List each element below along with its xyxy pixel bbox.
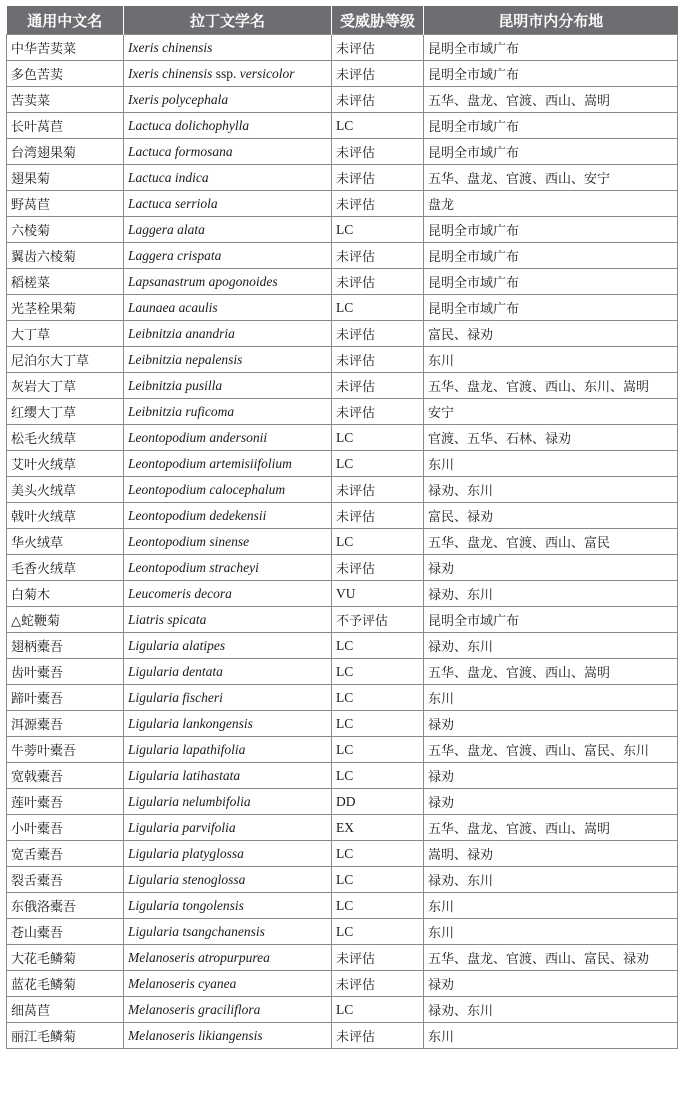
latin-infraspecific: versicolor bbox=[239, 65, 295, 81]
latin-name-cell bbox=[124, 945, 332, 971]
latin-name-cell bbox=[124, 451, 332, 477]
distribution-cell: 昆明全市域广布 bbox=[424, 269, 678, 295]
distribution-cell: 五华、盘龙、官渡、西山、嵩明 bbox=[424, 659, 678, 685]
latin-name-cell bbox=[124, 347, 332, 373]
chinese-name-cell: 牛蒡叶橐吾 bbox=[7, 737, 124, 763]
latin-binomial: Leibnitzia pusilla bbox=[128, 377, 223, 393]
latin-name-cell bbox=[124, 789, 332, 815]
distribution-cell: 五华、盘龙、官渡、西山、嵩明 bbox=[424, 87, 678, 113]
threat-level-cell bbox=[332, 893, 424, 919]
latin-name-cell bbox=[124, 425, 332, 451]
distribution-cell: 安宁 bbox=[424, 399, 678, 425]
table-row bbox=[7, 191, 678, 217]
latin-binomial: Melanoseris atropurpurea bbox=[128, 949, 270, 965]
latin-binomial: Ligularia platyglossa bbox=[128, 845, 244, 861]
table-row bbox=[7, 867, 678, 893]
latin-binomial: Ixeris chinensis bbox=[128, 65, 213, 81]
latin-name-cell bbox=[124, 555, 332, 581]
chinese-name-cell: 宽戟橐吾 bbox=[7, 763, 124, 789]
threat-level-cell bbox=[332, 269, 424, 295]
threat-level-cell bbox=[332, 737, 424, 763]
latin-binomial: Leontopodium artemisiifolium bbox=[128, 455, 292, 471]
threat-level-value: LC bbox=[336, 715, 354, 731]
distribution-cell: 富民、禄劝 bbox=[424, 503, 678, 529]
distribution-cell: 昆明全市域广布 bbox=[424, 607, 678, 633]
latin-name-cell bbox=[124, 971, 332, 997]
chinese-name-cell: 长叶莴苣 bbox=[7, 113, 124, 139]
chinese-name-cell: 细莴苣 bbox=[7, 997, 124, 1023]
table-row bbox=[7, 269, 678, 295]
latin-name-cell bbox=[124, 269, 332, 295]
threat-level-value: 未评估 bbox=[336, 276, 376, 291]
latin-binomial: Ligularia tongolensis bbox=[128, 897, 244, 913]
species-table bbox=[6, 6, 678, 1049]
table-row bbox=[7, 659, 678, 685]
latin-name-cell bbox=[124, 607, 332, 633]
threat-level-cell bbox=[332, 815, 424, 841]
latin-binomial: Ligularia tsangchanensis bbox=[128, 923, 265, 939]
latin-name-cell bbox=[124, 87, 332, 113]
species-table-wrapper bbox=[6, 6, 677, 1049]
distribution-cell: 五华、盘龙、官渡、西山、富民、禄劝 bbox=[424, 945, 678, 971]
table-row bbox=[7, 425, 678, 451]
latin-name-cell bbox=[124, 139, 332, 165]
latin-binomial: Liatris spicata bbox=[128, 611, 207, 627]
latin-name-cell bbox=[124, 581, 332, 607]
threat-level-cell bbox=[332, 295, 424, 321]
chinese-name-cell: 裂舌橐吾 bbox=[7, 867, 124, 893]
latin-binomial: Laggera alata bbox=[128, 221, 205, 237]
latin-binomial: Ligularia lapathifolia bbox=[128, 741, 246, 757]
chinese-name-cell: 宽舌橐吾 bbox=[7, 841, 124, 867]
chinese-name-cell: 尼泊尔大丁草 bbox=[7, 347, 124, 373]
chinese-name-cell: 苍山橐吾 bbox=[7, 919, 124, 945]
chinese-name-cell: 戟叶火绒草 bbox=[7, 503, 124, 529]
distribution-cell: 东川 bbox=[424, 451, 678, 477]
threat-level-cell bbox=[332, 399, 424, 425]
threat-level-cell bbox=[332, 321, 424, 347]
latin-name-cell bbox=[124, 867, 332, 893]
threat-level-value: DD bbox=[336, 793, 356, 809]
latin-binomial: Ixeris polycephala bbox=[128, 91, 229, 107]
distribution-cell: 昆明全市域广布 bbox=[424, 35, 678, 61]
threat-level-value: 未评估 bbox=[336, 484, 376, 499]
threat-level-value: EX bbox=[336, 819, 354, 835]
latin-name-cell bbox=[124, 503, 332, 529]
distribution-cell: 昆明全市域广布 bbox=[424, 295, 678, 321]
table-row bbox=[7, 633, 678, 659]
distribution-cell: 昆明全市域广布 bbox=[424, 61, 678, 87]
latin-name-cell bbox=[124, 399, 332, 425]
latin-name-cell bbox=[124, 191, 332, 217]
chinese-name-cell: 多色苦荬 bbox=[7, 61, 124, 87]
table-row bbox=[7, 841, 678, 867]
latin-name-cell bbox=[124, 685, 332, 711]
threat-level-cell bbox=[332, 243, 424, 269]
latin-name-cell bbox=[124, 763, 332, 789]
latin-name-cell bbox=[124, 61, 332, 87]
threat-level-cell bbox=[332, 165, 424, 191]
threat-level-cell bbox=[332, 919, 424, 945]
chinese-name-cell: 大丁草 bbox=[7, 321, 124, 347]
threat-level-value: 未评估 bbox=[336, 42, 376, 57]
threat-level-value: 未评估 bbox=[336, 1030, 376, 1045]
threat-level-value: 不予评估 bbox=[336, 614, 389, 629]
latin-name-cell bbox=[124, 321, 332, 347]
distribution-cell: 富民、禄劝 bbox=[424, 321, 678, 347]
table-row bbox=[7, 919, 678, 945]
chinese-name-cell: 中华苦荬菜 bbox=[7, 35, 124, 61]
latin-binomial: Leibnitzia ruficoma bbox=[128, 403, 235, 419]
latin-name-cell bbox=[124, 113, 332, 139]
threat-level-value: LC bbox=[336, 637, 354, 653]
table-row bbox=[7, 607, 678, 633]
latin-binomial: Ligularia stenoglossa bbox=[128, 871, 246, 887]
chinese-name-cell: 蓝花毛鳞菊 bbox=[7, 971, 124, 997]
distribution-cell: 昆明全市域广布 bbox=[424, 139, 678, 165]
latin-name-cell bbox=[124, 373, 332, 399]
distribution-cell: 五华、盘龙、官渡、西山、富民、东川 bbox=[424, 737, 678, 763]
chinese-name-cell: △蛇鞭菊 bbox=[7, 607, 124, 633]
table-row bbox=[7, 737, 678, 763]
table-row bbox=[7, 789, 678, 815]
threat-level-cell bbox=[332, 685, 424, 711]
chinese-name-cell: 灰岩大丁草 bbox=[7, 373, 124, 399]
threat-level-cell bbox=[332, 451, 424, 477]
threat-level-value: 未评估 bbox=[336, 172, 376, 187]
table-row bbox=[7, 87, 678, 113]
threat-level-value: 未评估 bbox=[336, 68, 376, 83]
table-row bbox=[7, 165, 678, 191]
threat-level-cell bbox=[332, 503, 424, 529]
threat-level-value: LC bbox=[336, 767, 354, 783]
latin-name-cell bbox=[124, 841, 332, 867]
header-distribution: 昆明市内分布地 bbox=[424, 6, 678, 35]
threat-level-cell bbox=[332, 945, 424, 971]
table-row bbox=[7, 321, 678, 347]
threat-level-cell bbox=[332, 217, 424, 243]
chinese-name-cell: 华火绒草 bbox=[7, 529, 124, 555]
threat-level-cell bbox=[332, 87, 424, 113]
threat-level-value: 未评估 bbox=[336, 406, 376, 421]
chinese-name-cell: 红缨大丁草 bbox=[7, 399, 124, 425]
threat-level-cell bbox=[332, 139, 424, 165]
latin-rank: ssp. bbox=[215, 65, 237, 81]
latin-binomial: Leontopodium stracheyi bbox=[128, 559, 259, 575]
table-header bbox=[7, 6, 678, 35]
threat-level-value: LC bbox=[336, 741, 354, 757]
threat-level-value: 未评估 bbox=[336, 94, 376, 109]
latin-binomial: Ligularia latihastata bbox=[128, 767, 241, 783]
threat-level-value: LC bbox=[336, 663, 354, 679]
table-body bbox=[7, 35, 678, 1049]
threat-level-value: 未评估 bbox=[336, 198, 376, 213]
distribution-cell: 禄劝、东川 bbox=[424, 477, 678, 503]
chinese-name-cell: 翅果菊 bbox=[7, 165, 124, 191]
threat-level-value: VU bbox=[336, 585, 356, 601]
table-row bbox=[7, 763, 678, 789]
chinese-name-cell: 丽江毛鳞菊 bbox=[7, 1023, 124, 1049]
threat-level-cell bbox=[332, 425, 424, 451]
table-row bbox=[7, 373, 678, 399]
distribution-cell: 禄劝 bbox=[424, 763, 678, 789]
table-row bbox=[7, 139, 678, 165]
latin-name-cell bbox=[124, 997, 332, 1023]
chinese-name-cell: 台湾翅果菊 bbox=[7, 139, 124, 165]
chinese-name-cell: 稻槎菜 bbox=[7, 269, 124, 295]
threat-level-cell bbox=[332, 607, 424, 633]
distribution-cell: 官渡、五华、石林、禄劝 bbox=[424, 425, 678, 451]
threat-level-value: LC bbox=[336, 533, 354, 549]
distribution-cell: 东川 bbox=[424, 685, 678, 711]
latin-binomial: Leibnitzia anandria bbox=[128, 325, 235, 341]
latin-binomial: Lactuca serriola bbox=[128, 195, 218, 211]
table-row bbox=[7, 503, 678, 529]
threat-level-cell bbox=[332, 581, 424, 607]
latin-binomial: Laggera crispata bbox=[128, 247, 222, 263]
chinese-name-cell: 美头火绒草 bbox=[7, 477, 124, 503]
latin-name-cell bbox=[124, 893, 332, 919]
latin-binomial: Leucomeris decora bbox=[128, 585, 232, 601]
threat-level-value: LC bbox=[336, 455, 354, 471]
threat-level-cell bbox=[332, 35, 424, 61]
threat-level-cell bbox=[332, 867, 424, 893]
chinese-name-cell: 莲叶橐吾 bbox=[7, 789, 124, 815]
threat-level-value: 未评估 bbox=[336, 952, 376, 967]
threat-level-cell bbox=[332, 113, 424, 139]
latin-name-cell bbox=[124, 1023, 332, 1049]
distribution-cell: 东川 bbox=[424, 1023, 678, 1049]
threat-level-cell bbox=[332, 347, 424, 373]
table-row bbox=[7, 113, 678, 139]
threat-level-value: 未评估 bbox=[336, 146, 376, 161]
table-row bbox=[7, 997, 678, 1023]
latin-binomial: Leontopodium dedekensii bbox=[128, 507, 267, 523]
threat-level-value: 未评估 bbox=[336, 562, 376, 577]
threat-level-cell bbox=[332, 711, 424, 737]
latin-binomial: Melanoseris cyanea bbox=[128, 975, 237, 991]
latin-binomial: Ligularia fischeri bbox=[128, 689, 223, 705]
table-row bbox=[7, 711, 678, 737]
latin-binomial: Ligularia parvifolia bbox=[128, 819, 236, 835]
header-threat-level: 受威胁等级 bbox=[332, 6, 424, 35]
threat-level-cell bbox=[332, 191, 424, 217]
threat-level-cell bbox=[332, 555, 424, 581]
threat-level-cell bbox=[332, 1023, 424, 1049]
distribution-cell: 昆明全市域广布 bbox=[424, 113, 678, 139]
latin-name-cell bbox=[124, 633, 332, 659]
latin-binomial: Leontopodium sinense bbox=[128, 533, 250, 549]
latin-name-cell bbox=[124, 529, 332, 555]
table-row bbox=[7, 581, 678, 607]
threat-level-value: LC bbox=[336, 871, 354, 887]
latin-binomial: Melanoseris likiangensis bbox=[128, 1027, 263, 1043]
latin-binomial: Ligularia dentata bbox=[128, 663, 223, 679]
latin-binomial: Launaea acaulis bbox=[128, 299, 218, 315]
latin-name-cell bbox=[124, 35, 332, 61]
distribution-cell: 五华、盘龙、官渡、西山、嵩明 bbox=[424, 815, 678, 841]
chinese-name-cell: 白菊木 bbox=[7, 581, 124, 607]
table-row bbox=[7, 971, 678, 997]
threat-level-cell bbox=[332, 529, 424, 555]
header-latin-name: 拉丁文学名 bbox=[124, 6, 332, 35]
distribution-cell: 禄劝、东川 bbox=[424, 997, 678, 1023]
threat-level-cell bbox=[332, 763, 424, 789]
distribution-cell: 东川 bbox=[424, 893, 678, 919]
table-row bbox=[7, 477, 678, 503]
latin-name-cell bbox=[124, 477, 332, 503]
threat-level-value: 未评估 bbox=[336, 978, 376, 993]
threat-level-cell bbox=[332, 971, 424, 997]
chinese-name-cell: 苦荬菜 bbox=[7, 87, 124, 113]
latin-binomial: Melanoseris graciliflora bbox=[128, 1001, 261, 1017]
distribution-cell: 东川 bbox=[424, 347, 678, 373]
threat-level-value: 未评估 bbox=[336, 380, 376, 395]
latin-binomial: Ligularia lankongensis bbox=[128, 715, 253, 731]
distribution-cell: 五华、盘龙、官渡、西山、富民 bbox=[424, 529, 678, 555]
latin-name-cell bbox=[124, 919, 332, 945]
latin-name-cell bbox=[124, 711, 332, 737]
latin-binomial: Ligularia nelumbifolia bbox=[128, 793, 251, 809]
threat-level-value: LC bbox=[336, 923, 354, 939]
chinese-name-cell: 六棱菊 bbox=[7, 217, 124, 243]
table-row bbox=[7, 35, 678, 61]
threat-level-cell bbox=[332, 373, 424, 399]
latin-binomial: Ligularia alatipes bbox=[128, 637, 226, 653]
threat-level-cell bbox=[332, 633, 424, 659]
threat-level-value: 未评估 bbox=[336, 328, 376, 343]
threat-level-value: LC bbox=[336, 845, 354, 861]
latin-binomial: Ixeris chinensis bbox=[128, 39, 213, 55]
latin-binomial: Lapsanastrum apogonoides bbox=[128, 273, 278, 289]
latin-name-cell bbox=[124, 659, 332, 685]
threat-level-value: LC bbox=[336, 897, 354, 913]
chinese-name-cell: 光茎栓果菊 bbox=[7, 295, 124, 321]
threat-level-cell bbox=[332, 477, 424, 503]
latin-binomial: Leibnitzia nepalensis bbox=[128, 351, 243, 367]
distribution-cell: 禄劝、东川 bbox=[424, 633, 678, 659]
table-row bbox=[7, 217, 678, 243]
table-row bbox=[7, 1023, 678, 1049]
table-row bbox=[7, 685, 678, 711]
threat-level-value: LC bbox=[336, 1001, 354, 1017]
table-row bbox=[7, 399, 678, 425]
distribution-cell: 盘龙 bbox=[424, 191, 678, 217]
chinese-name-cell: 齿叶橐吾 bbox=[7, 659, 124, 685]
table-row bbox=[7, 893, 678, 919]
latin-binomial: Leontopodium andersonii bbox=[128, 429, 268, 445]
latin-name-cell bbox=[124, 217, 332, 243]
table-row bbox=[7, 529, 678, 555]
latin-name-cell bbox=[124, 165, 332, 191]
latin-binomial: Lactuca formosana bbox=[128, 143, 233, 159]
table-row bbox=[7, 347, 678, 373]
table-row bbox=[7, 815, 678, 841]
chinese-name-cell: 东俄洛橐吾 bbox=[7, 893, 124, 919]
threat-level-value: LC bbox=[336, 221, 354, 237]
distribution-cell: 五华、盘龙、官渡、西山、东川、嵩明 bbox=[424, 373, 678, 399]
threat-level-value: 未评估 bbox=[336, 250, 376, 265]
distribution-cell: 禄劝 bbox=[424, 971, 678, 997]
threat-level-cell bbox=[332, 997, 424, 1023]
header-row bbox=[7, 6, 678, 35]
chinese-name-cell: 毛香火绒草 bbox=[7, 555, 124, 581]
latin-name-cell bbox=[124, 815, 332, 841]
chinese-name-cell: 野莴苣 bbox=[7, 191, 124, 217]
chinese-name-cell: 松毛火绒草 bbox=[7, 425, 124, 451]
table-row bbox=[7, 451, 678, 477]
chinese-name-cell: 艾叶火绒草 bbox=[7, 451, 124, 477]
latin-name-cell bbox=[124, 295, 332, 321]
latin-name-cell bbox=[124, 243, 332, 269]
distribution-cell: 禄劝 bbox=[424, 711, 678, 737]
chinese-name-cell: 蹄叶橐吾 bbox=[7, 685, 124, 711]
threat-level-value: LC bbox=[336, 429, 354, 445]
threat-level-cell bbox=[332, 659, 424, 685]
distribution-cell: 禄劝、东川 bbox=[424, 867, 678, 893]
latin-binomial: Lactuca dolichophylla bbox=[128, 117, 250, 133]
threat-level-value: LC bbox=[336, 117, 354, 133]
threat-level-cell bbox=[332, 841, 424, 867]
chinese-name-cell: 翼齿六棱菊 bbox=[7, 243, 124, 269]
chinese-name-cell: 翅柄橐吾 bbox=[7, 633, 124, 659]
table-row bbox=[7, 243, 678, 269]
table-row bbox=[7, 61, 678, 87]
latin-binomial: Lactuca indica bbox=[128, 169, 209, 185]
distribution-cell: 禄劝 bbox=[424, 555, 678, 581]
distribution-cell: 嵩明、禄劝 bbox=[424, 841, 678, 867]
chinese-name-cell: 小叶橐吾 bbox=[7, 815, 124, 841]
distribution-cell: 五华、盘龙、官渡、西山、安宁 bbox=[424, 165, 678, 191]
table-row bbox=[7, 945, 678, 971]
threat-level-value: LC bbox=[336, 689, 354, 705]
threat-level-cell bbox=[332, 789, 424, 815]
distribution-cell: 昆明全市域广布 bbox=[424, 243, 678, 269]
table-row bbox=[7, 555, 678, 581]
chinese-name-cell: 大花毛鳞菊 bbox=[7, 945, 124, 971]
distribution-cell: 昆明全市域广布 bbox=[424, 217, 678, 243]
threat-level-value: LC bbox=[336, 299, 354, 315]
chinese-name-cell: 洱源橐吾 bbox=[7, 711, 124, 737]
threat-level-value: 未评估 bbox=[336, 354, 376, 369]
table-row bbox=[7, 295, 678, 321]
threat-level-cell bbox=[332, 61, 424, 87]
threat-level-value: 未评估 bbox=[336, 510, 376, 525]
latin-binomial: Leontopodium calocephalum bbox=[128, 481, 286, 497]
distribution-cell: 禄劝 bbox=[424, 789, 678, 815]
distribution-cell: 东川 bbox=[424, 919, 678, 945]
latin-name-cell bbox=[124, 737, 332, 763]
distribution-cell: 禄劝、东川 bbox=[424, 581, 678, 607]
header-chinese-name: 通用中文名 bbox=[7, 6, 124, 35]
